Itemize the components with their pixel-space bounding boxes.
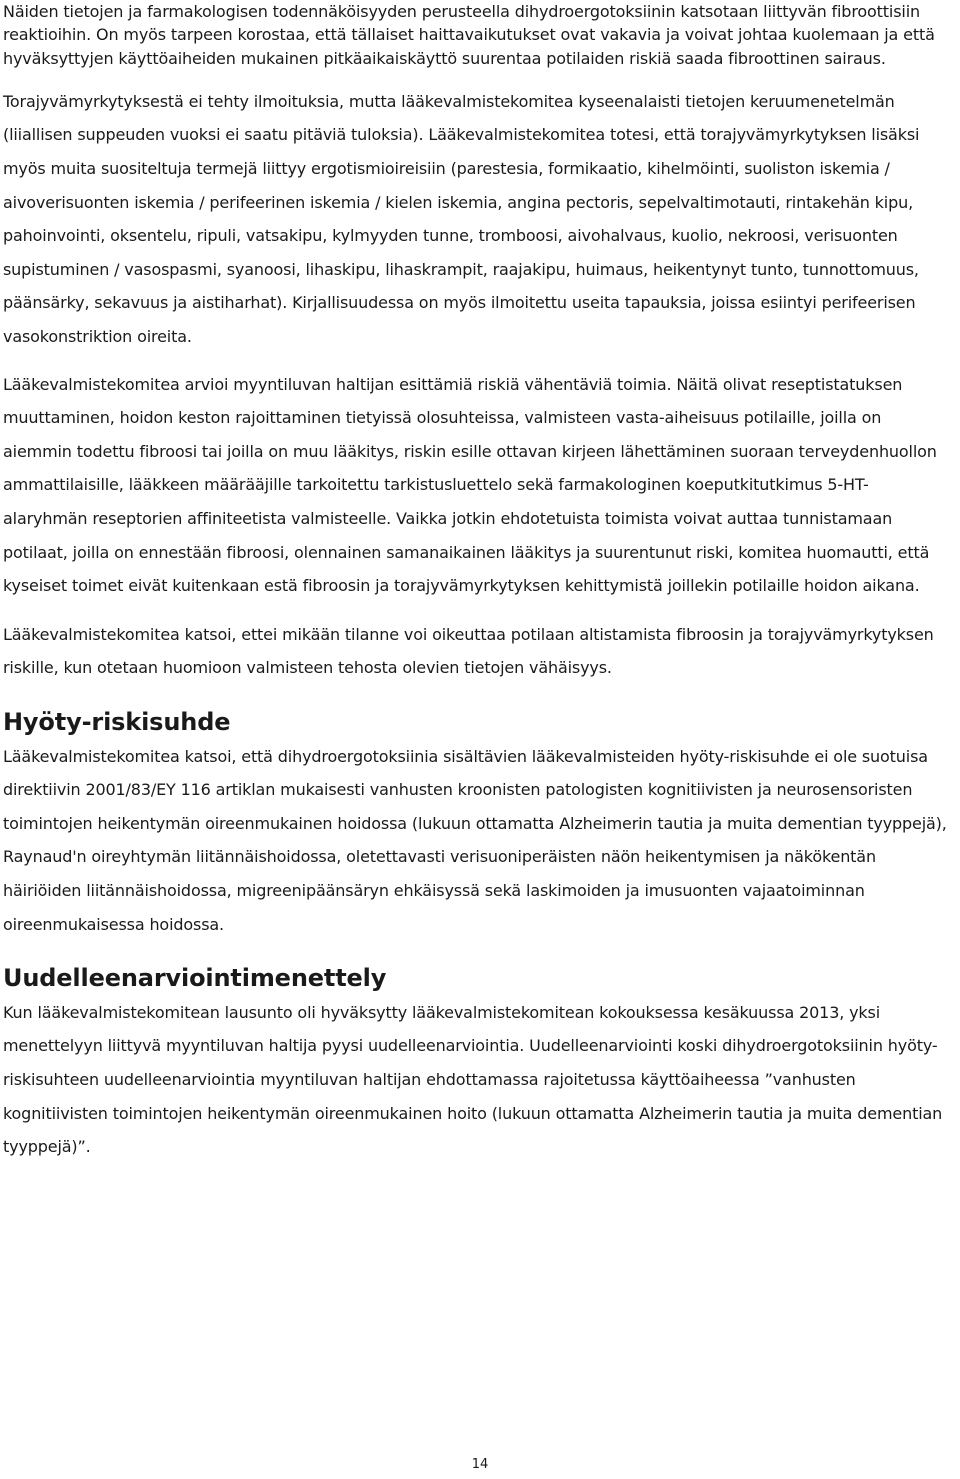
paragraph-ergotism: Torajyvämyrkytyksestä ei tehty ilmoituksia, mutta lääkevalmistekomitea kyseenalaisti tietojen keruumenetelmän (liiallisen suppeuden vuoksi ei saatu pitäviä tuloksia). Lääkevalmistekomitea totesi, että torajyvämyrkytyksen lisäksi myös muita suositeltuja termejä liittyy ergotismioireisiin (parestesia, formikaatio, kihelmöinti, suoliston iskemia / aivoverisuonten iskemia / perifeerinen iskemia / kielen iskemia, angina pectoris, sepelvaltimotauti, rintakehän kipu, pahoinvointi, oksentelu, ripuli, vatsakipu, kylmyyden tunne, tromboosi, aivohalvaus, kuolio, nekroosi, verisuonten supistuminen / vasospasmi, syanoosi, lihaskipu, lihaskrampit, raajakipu, huimaus, heikentynyt tunto, tunnottomuus, päänsärky, sekavuus ja aistiharhat). Kirjallisuudessa on myös ilmoitettu useita tapauksia, joissa esiintyi perifeerisen vasokonstriktion oireita. (3, 91, 920, 347)
paragraph-risk-minimisation: Lääkevalmistekomitea arvioi myyntiluvan haltijan esittämiä riskiä vähentäviä toimia. Näitä olivat reseptistatuksen muuttaminen, hoidon keston rajoittaminen tietyissä olosuhteissa, valmisteen vasta-aiheisuus potilaille, joilla on aiemmin todettu fibroosi tai joilla on muu lääkitys, riskin esille ottavan kirjeen lähettäminen suoraan terveydenhuollon ammattilaisille, lääkkeen määrääjille tarkoitettu tarkistusluettelo sekä farmakologinen koeputkitutkimus 5-HT-alaryhmän reseptorien affiniteetista valmisteelle. Vaikka jotkin ehdotetuista toimista voivat auttaa tunnistamaan potilaat, joilla on ennestään fibroosi, olennainen samanaikainen lääkitys ja suurentunut riski, komitea huomautti, että kyseiset toimet eivät kuitenkaan estä fibroosin ja torajyvämyrkytyksen kehittymistä joillekin potilaille hoidon aikana. (3, 374, 937, 596)
paragraph-benefit-risk: Lääkevalmistekomitea katsoi, että dihydroergotoksiinia sisältävien lääkevalmisteiden hyöty-riskisuhde ei ole suotuisa direktiivin 2001/83/EY 116 artiklan mukaisesti vanhusten kroonisten patologisten kognitiivisten ja neurosensoristen toimintojen heikentymän oireenmukainen hoidossa (lukuun ottamatta Alzheimerin tautia ja muita dementian tyyppejä), Raynaud'n oireyhtymän liitännäishoidossa, oletettavasti verisuoniperäisten näön heikentymisen ja näkökentän häiriöiden liitännäishoidossa, migreenipäänsäryn ehkäisyssä sekä laskimoiden ja imusuonten vajaatoiminnan oireenmukaisessa hoidossa. (3, 746, 947, 934)
heading-re-examination: Uudelleenarviointimenettely (3, 964, 387, 993)
paragraph-re-examination: Kun lääkevalmistekomitean lausunto oli hyväksytty lääkevalmistekomitean kokouksessa kesäkuussa 2013, yksi menettelyyn liittyvä myyntiluvan haltija pyysi uudelleenarviointia. Uudelleenarviointi koski dihydroergotoksiinin hyöty-riskisuhteen uudelleenarviointia myyntiluvan haltijan ehdottamassa rajoitetussa käyttöaiheessa ”vanhusten kognitiivisten toimintojen heikentymän oireenmukainen hoito (lukuun ottamatta Alzheimerin tautia ja muita dementian tyyppejä)”. (3, 1002, 943, 1157)
paragraph-fibrosis-risk: Näiden tietojen ja farmakologisen todennäköisyyden perusteella dihydroergotoksiinin katsotaan liittyvän fibroottisiin reaktioihin. On myös tarpeen korostaa, että tällaiset haittavaikutukset ovat vakavia ja voivat johtaa kuolemaan ja että hyväksyttyjen käyttöaiheiden mukainen pitkäaikaiskäyttö suurentaa potilaiden riskiä saada fibroottinen sairaus. (3, 2, 935, 68)
page-number: 14 (471, 1457, 489, 1472)
heading-benefit-risk: Hyöty-riskisuhde (3, 707, 231, 736)
paragraph-committee-conclusion: Lääkevalmistekomitea katsoi, ettei mikään tilanne voi oikeuttaa potilaan altistamista fibroosin ja torajyvämyrkytyksen riskille, kun otetaan huomioon valmisteen tehosta olevien tietojen vähäisyys. (3, 624, 934, 678)
